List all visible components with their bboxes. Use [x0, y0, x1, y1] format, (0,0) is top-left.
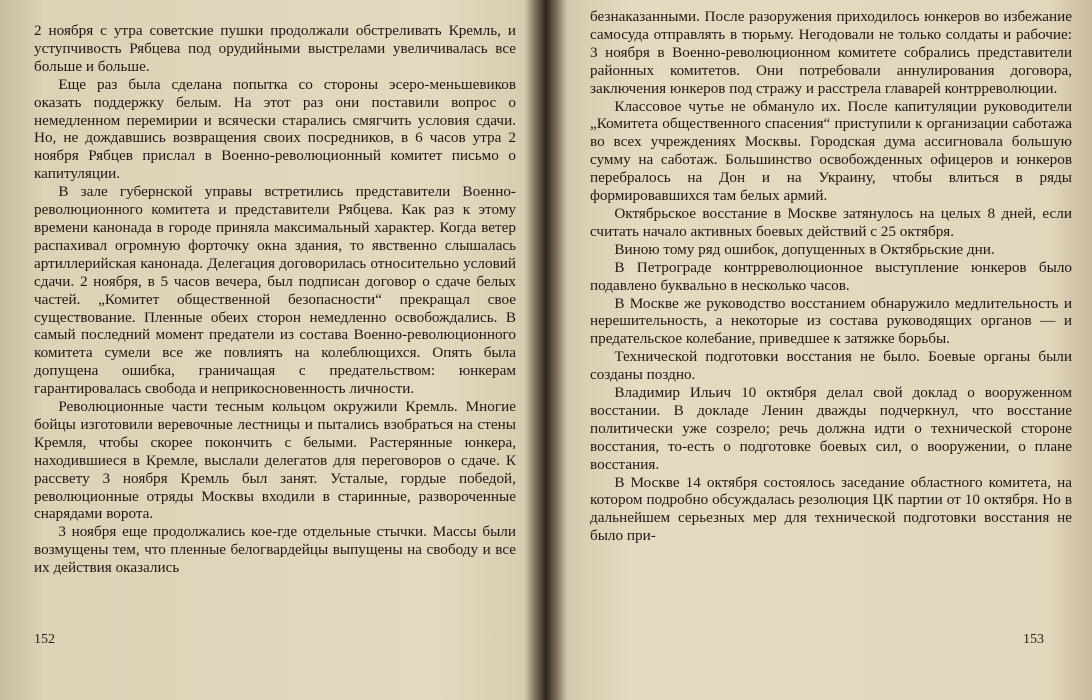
paragraph: Виною тому ряд ошибок, допущенных в Октябрьские дни.: [614, 240, 995, 258]
paragraph: Владимир Ильич 10 октября делал свой доклад о вооруженном восстании. В докладе Ленин дважды подчеркнул, что восстание политически уже созрело; речь должна идти о технической стороне восстания, то-есть о подготовке боевых сил, о вооружении, о плане восстания.: [590, 384, 1072, 473]
right-page: [546, 0, 1092, 700]
gutter-shadow: [546, 0, 564, 700]
page-number: 152: [34, 632, 55, 647]
paragraph: Октябрьское восстание в Москве затянулось на целых 8 дней, если считать начало активных боевых действий с 25 октября.: [590, 204, 1072, 240]
gutter-shadow: [528, 0, 546, 700]
paragraph: В Москве 14 октября состоялось заседание областного комитета, на котором подробно обсуждалась резолюция ЦК партии от 10 октября. Но в дальнейшем серьезных мер для технической подготовки восстания не было при-: [590, 473, 1072, 545]
paragraph: 2 ноября с утра советские пушки продолжали обстреливать Кремль, и уступчивость Рябцева под орудийными выстрелами увеличивалась все больше и больше.: [34, 22, 516, 75]
paragraph: В Петрограде контрреволюционное выступление юнкеров было подавлено буквально в несколько часов.: [590, 258, 1072, 294]
paragraph: Технической подготовки восстания не было. Боевые органы были созданы поздно.: [590, 348, 1072, 384]
page-number: 153: [1023, 632, 1044, 647]
paragraph: В Москве же руководство восстанием обнаружило медлительность и нерешительность, а некоторые из состава руководящих органов — и предательское колебание, приведшее к затяжке борьбы.: [590, 294, 1072, 348]
paragraph: Еще раз была сделана попытка со стороны эсеро-меньшевиков оказать поддержку белым. На этот раз они поставили вопрос о немедленном перемирии и всячески старались смягчить условия сдачи. Но, не дождавшись возвращения своих посредников, в 6 часов утра 2 ноября Рябцев прислал в Военно-революционный комитет письмо о капитуляции.: [34, 75, 516, 183]
left-page-text: [34, 22, 516, 577]
paragraph: Революционные части тесным кольцом окружили Кремль. Многие бойцы изготовили веревочные лестницы и пытались взобраться на стены Кремля, чтобы скорее покончить с белыми. Растерянные юнкера, находившиеся в Кремле, выслали делегатов для переговоров о сдаче. К рассвету 3 ноября Кремль был занят. Усталые, гордые победой, революционные отряды Москвы входили в старинные, развороченные снарядами ворота.: [34, 398, 516, 523]
paragraph: безнаказанными. После разоружения приходилось юнкеров во избежание самосуда отправлять в тюрьму. Негодовали не только солдаты и рабочие: 3 ноября в Военно-революционном комитете собрались представители районных комитетов. Они потребовали аннулирования договора, заключения юнкеров под стражу и расстрела главарей контрреволюции.: [590, 8, 1072, 97]
right-page-text: [590, 8, 1072, 545]
paragraph: В зале губернской управы встретились представители Военно-революционного комитета и представители Рябцева. Как раз к этому времени канонада в городе приняла максимальный характер. Когда ветер распахивал огромную форточку окна здания, то явственно слышалась артиллерийская канонада. Делегация договорилась относительно условий сдачи. 2 ноября, в 5 часов вечера, был подписан договор о сдаче белых частей. „Комитет общественной безопасности“ прекращал свое существование. Пленные обеих сторон немедленно освобождались. В самый последний момент предатели из состава Военно-революционного комитета сумели все же повлиять на колеблющихся. Опять была допущена ошибка, граничащая с предательством: юнкерам гарантировалась свобода и неприкосновенность личности.: [34, 183, 516, 398]
paragraph: 3 ноября еще продолжались кое-где отдельные стычки. Массы были возмущены тем, что пленные белогвардейцы выпущены на свободу и все их действия оказались: [34, 523, 516, 577]
paragraph: Классовое чутье не обмануло их. После капитуляции руководители „Комитета общественного спасения“ приступили к организации саботажа во всех учреждениях Москвы. Городская дума ассигновала большую сумму на саботаж. Большинство освобожденных офицеров и юнкеров перебралось на Дон и на Украину, чтобы влиться в ряды формировавшихся там белых армий.: [590, 97, 1072, 205]
